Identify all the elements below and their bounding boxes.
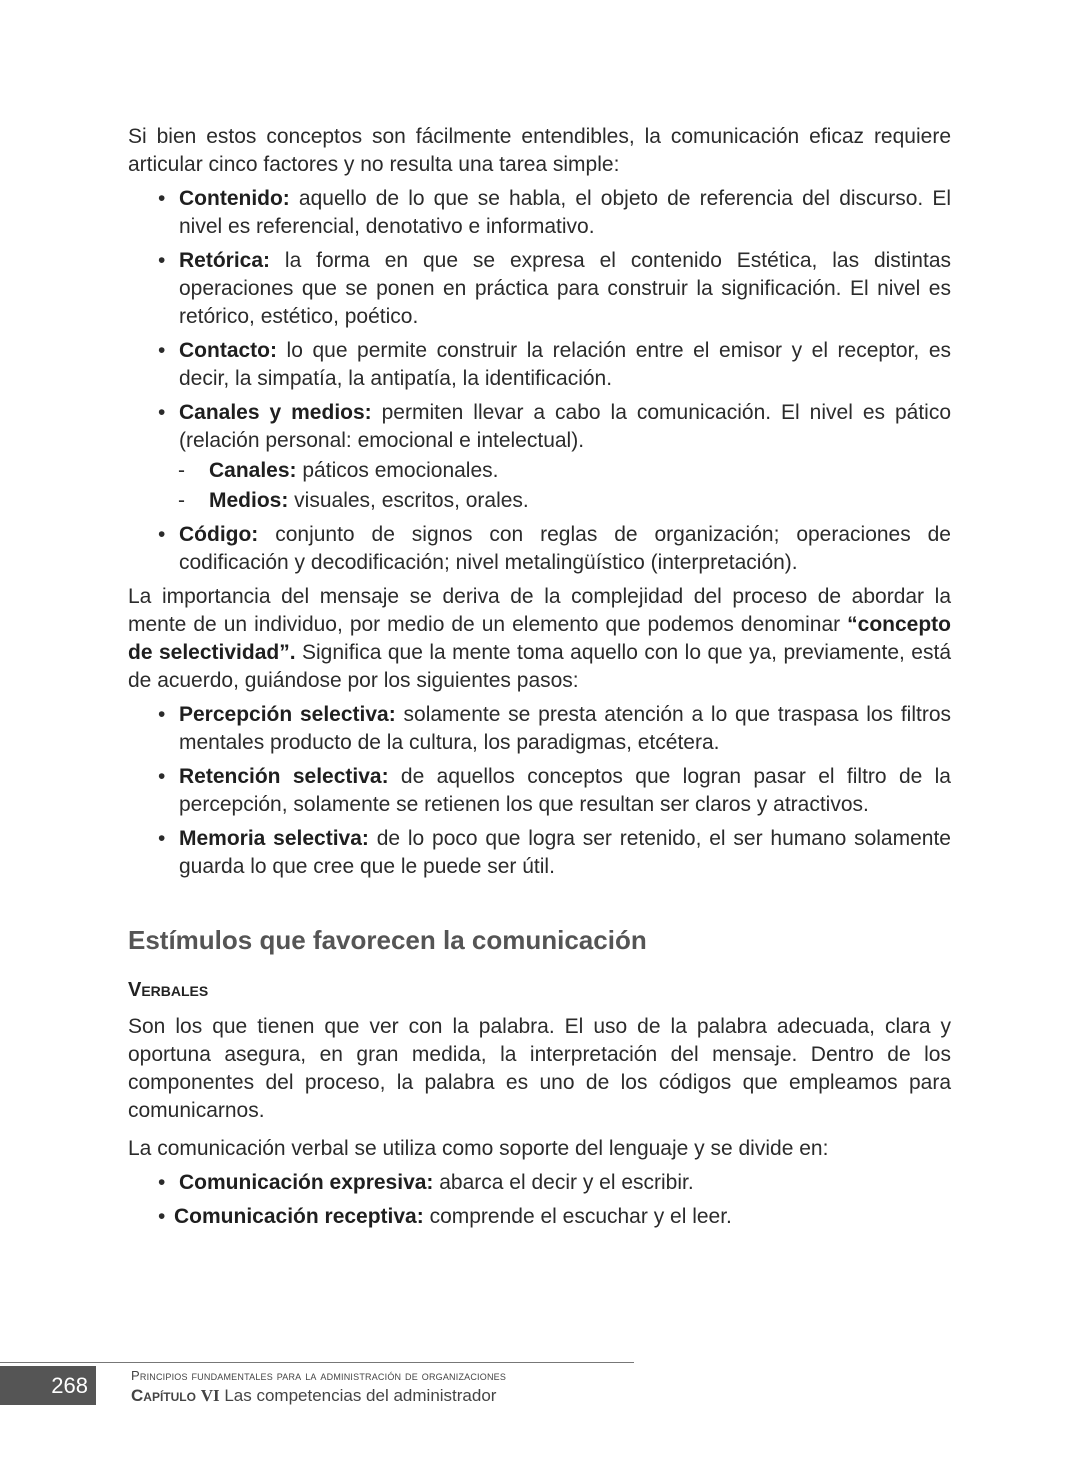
list-item [128, 521, 951, 577]
term: Código: [179, 523, 259, 546]
term: Canales: [209, 459, 297, 482]
chapter-title: Las competencias del administrador [219, 1386, 497, 1405]
term: Contenido: [179, 187, 290, 210]
bold-text: “concepto de selectividad”. [128, 613, 951, 664]
term: Contacto: [179, 339, 277, 362]
verbal-paragraph: Son los que tienen que ver con la palabra. El uso de la palabra adecuada, clara y oportuna asegura, en gran medida, la interpretación del mensaje. Dentro de los componentes del proceso, la palabra es uno de los códigos que empleamos para comunicarnos. [128, 1015, 951, 1122]
term: Memoria selectiva: [179, 827, 369, 850]
chapter-line [131, 1386, 496, 1406]
page-number: 268 [0, 1366, 96, 1405]
sub-list-item [128, 487, 951, 515]
factors-list [128, 185, 951, 577]
definition: la forma en que se expresa el contenido Estética, las distintas operaciones que se ponen en práctica para construir la significación. El nivel es retórico, estético, poético. [179, 249, 951, 328]
list-item [128, 701, 951, 757]
steps-list [128, 701, 951, 881]
footer-divider [0, 1362, 634, 1363]
term: Canales y medios: [179, 401, 372, 424]
term: Comunicación receptiva: [174, 1205, 424, 1228]
definition: solamente se presta atención a lo que traspasa los filtros mentales producto de la cultura, los paradigmas, etcétera. [179, 703, 951, 754]
term: Comunicación expresiva: [179, 1171, 434, 1194]
definition: conjunto de signos con reglas de organización; operaciones de codificación y decodificación; nivel metalingüístico (interpretación). [179, 523, 951, 574]
definition: visuales, escritos, orales. [288, 489, 529, 512]
selectivity-paragraph [128, 583, 951, 695]
list-item [128, 1203, 951, 1231]
term: Medios: [209, 489, 289, 512]
term: Retención selectiva: [179, 765, 389, 788]
list-item [128, 825, 951, 881]
book-title: Principios fundamentales para la administración de organizaciones [131, 1368, 507, 1383]
sub-list-item [128, 457, 951, 485]
section-heading: Estímulos que favorecen la comunicación [128, 925, 647, 955]
list-item [128, 247, 951, 331]
definition: lo que permite construir la relación entre el emisor y el receptor, es decir, la simpatía, la antipatía, la identificación. [179, 339, 951, 390]
definition: permiten llevar a cabo la comunicación. El nivel es pático (relación personal: emocional e intelectual). [179, 401, 951, 452]
subsection-heading: Verbales [128, 979, 209, 1001]
definition: comprende el escuchar y el leer. [423, 1205, 732, 1228]
verbal-division-paragraph: La comunicación verbal se utiliza como soporte del lenguaje y se divide en: [128, 1137, 829, 1160]
definition: de aquellos conceptos que logran pasar el filtro de la percepción, solamente se retienen los que resultan ser claros y atractivos. [179, 765, 951, 816]
intro-paragraph: Si bien estos conceptos son fácilmente entendibles, la comunicación eficaz requiere articular cinco factores y no resulta una tarea simple: [128, 125, 951, 176]
term: Retórica: [179, 249, 271, 272]
verbal-types-list [128, 1169, 951, 1231]
term: Percepción selectiva: [179, 703, 396, 726]
list-item [128, 763, 951, 819]
definition: de lo poco que logra ser retenido, el ser humano solamente guarda lo que cree que le puede ser útil. [179, 827, 951, 878]
page-body [128, 123, 951, 1237]
definition: páticos emocionales. [296, 459, 499, 482]
chapter-number: VI [200, 1386, 220, 1405]
list-item [128, 337, 951, 393]
text: La importancia del mensaje se deriva de la complejidad del proceso de abordar la mente de un individuo, por medio de un elemento que podemos denominar [128, 585, 951, 636]
text: Significa que la mente toma aquello con lo que ya, previamente, está de acuerdo, guiándose por los siguientes pasos: [128, 641, 951, 692]
list-item [128, 1169, 951, 1197]
chapter-label: Capítulo [131, 1386, 196, 1405]
definition: aquello de lo que se habla, el objeto de referencia del discurso. El nivel es referencial, denotativo e informativo. [179, 187, 951, 238]
definition: abarca el decir y el escribir. [433, 1171, 694, 1194]
list-item [128, 399, 951, 455]
list-item [128, 185, 951, 241]
